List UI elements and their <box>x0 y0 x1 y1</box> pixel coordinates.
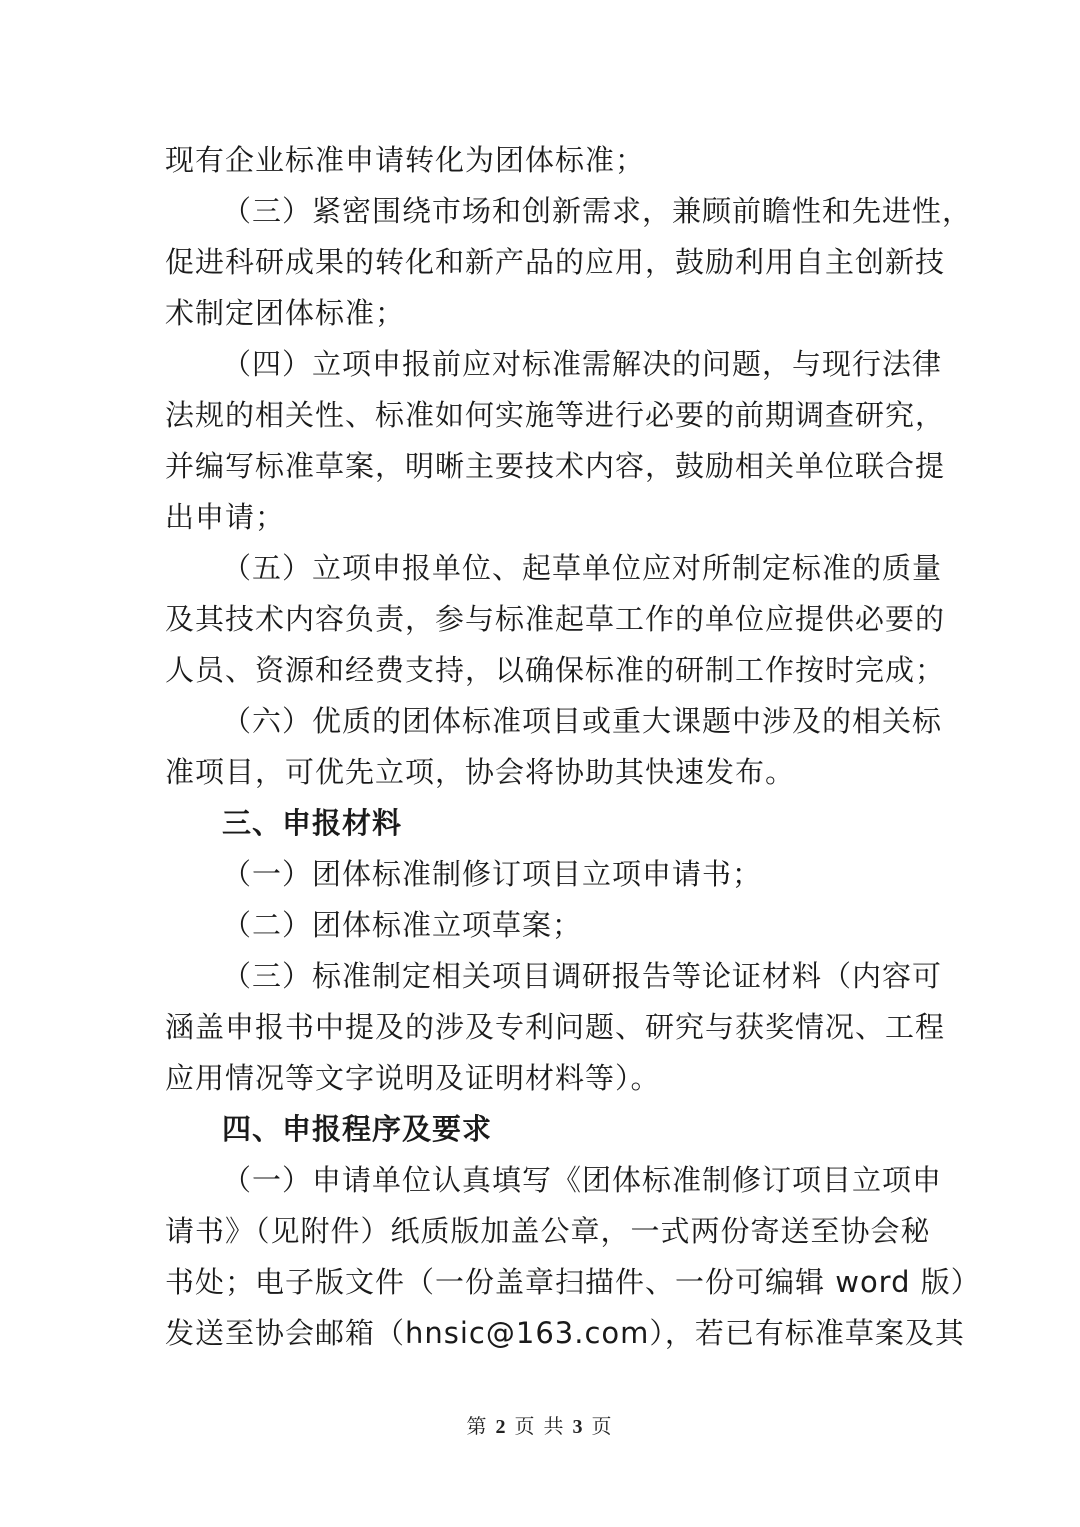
body-line: 请书》（见附件）纸质版加盖公章，一式两份寄送至协会秘 <box>165 1214 931 1248</box>
body-line: 应用情况等文字说明及证明材料等）。 <box>165 1061 661 1095</box>
body-line: 促进科研成果的转化和新产品的应用，鼓励利用自主创新技 <box>165 245 946 279</box>
page-number-footer <box>0 1410 1080 1439</box>
body-line: 术制定团体标准； <box>165 296 406 330</box>
body-line: （二）团体标准立项草案； <box>222 908 583 942</box>
body-line: （五）立项申报单位、起草单位应对所制定标准的质量 <box>222 551 943 585</box>
body-line: （六）优质的团体标准项目或重大课题中涉及的相关标 <box>222 704 943 738</box>
body-line: （一）团体标准制修订项目立项申请书； <box>222 857 763 891</box>
section-heading: 三、申报材料 <box>222 806 403 840</box>
body-line: 发送至协会邮箱（hnsic@163.com），若已有标准草案及其 <box>165 1316 965 1350</box>
body-line: 涵盖申报书中提及的涉及专利问题、研究与获奖情况、工程 <box>165 1010 946 1044</box>
section-heading: 四、申报程序及要求 <box>222 1112 493 1146</box>
body-line: （四）立项申报前应对标准需解决的问题，与现行法律 <box>222 347 943 381</box>
body-line: 并编写标准草案，明晰主要技术内容，鼓励相关单位联合提 <box>165 449 946 483</box>
body-line: （三）紧密围绕市场和创新需求，兼顾前瞻性和先进性， <box>222 194 973 228</box>
body-line: 书处；电子版文件（一份盖章扫描件、一份可编辑 word 版） <box>165 1265 981 1299</box>
body-line: （一）申请单位认真填写《团体标准制修订项目立项申 <box>222 1163 943 1197</box>
total-page-number: 3 <box>572 1416 585 1438</box>
body-line: 及其技术内容负责，参与标准起草工作的单位应提供必要的 <box>165 602 946 636</box>
body-line: （三）标准制定相关项目调研报告等论证材料（内容可 <box>222 959 943 993</box>
body-line: 现有企业标准申请转化为团体标准； <box>165 143 646 177</box>
footer-prefix: 第 <box>466 1416 489 1438</box>
current-page-number: 2 <box>495 1416 508 1438</box>
body-line: 准项目，可优先立项，协会将协助其快速发布。 <box>165 755 796 789</box>
body-line: 出申请； <box>165 500 286 534</box>
footer-middle: 页 共 <box>514 1416 566 1438</box>
body-line: 法规的相关性、标准如何实施等进行必要的前期调查研究， <box>165 398 946 432</box>
body-line: 人员、资源和经费支持，以确保标准的研制工作按时完成； <box>165 653 946 687</box>
footer-suffix: 页 <box>591 1416 614 1438</box>
